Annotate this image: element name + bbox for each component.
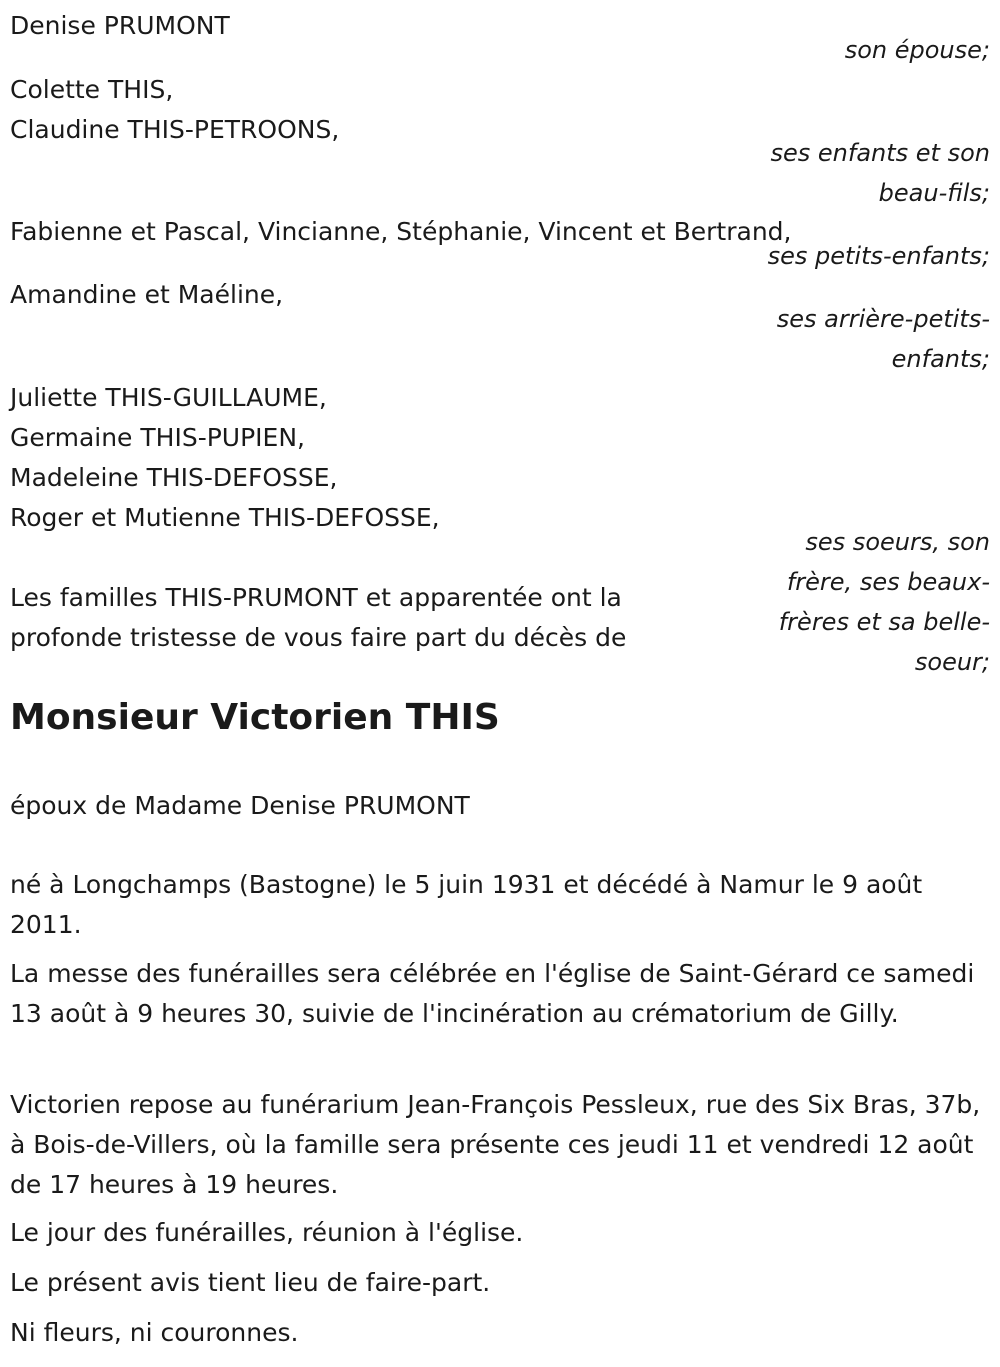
great-grandchildren-relation-line: ses arrière-petits- <box>776 305 990 333</box>
child-name: Colette THIS, <box>10 75 174 104</box>
sibling-name: Madeleine THIS-DEFOSSE, <box>10 463 338 492</box>
flowers-paragraph: Ni fleurs, ni couronnes. <box>10 1318 299 1347</box>
meeting-paragraph: Le jour des funérailles, réunion à l'église. <box>10 1218 524 1247</box>
spouse-relation: son épouse; <box>844 36 990 64</box>
siblings-relation-line: soeur; <box>914 648 990 676</box>
deceased-name: Monsieur Victorien THIS <box>10 697 500 738</box>
great-grandchildren-relation-line: enfants; <box>891 345 990 373</box>
child-name: Claudine THIS-PETROONS, <box>10 115 340 144</box>
grandchildren-relation: ses petits-enfants; <box>767 242 990 270</box>
children-relation-line: beau-fils; <box>878 179 990 207</box>
announcement-line: profonde tristesse de vous faire part du décès de <box>10 623 627 652</box>
siblings-relation-line: frères et sa belle- <box>778 608 990 636</box>
funeral-mass-paragraph: La messe des funérailles sera célébrée en l'église de Saint-Gérard ce samedi 13 août à 9 heures 30, suivie de l'incinération au crématorium de Gilly. <box>10 959 975 1028</box>
sibling-name: Juliette THIS-GUILLAUME, <box>10 383 327 412</box>
notice-paragraph: Le présent avis tient lieu de faire-part. <box>10 1268 491 1297</box>
siblings-relation-line: frère, ses beaux- <box>786 568 990 596</box>
sibling-name: Germaine THIS-PUPIEN, <box>10 423 305 452</box>
spouse-of: époux de Madame Denise PRUMONT <box>10 791 470 820</box>
siblings-relation-line: ses soeurs, son <box>805 528 990 556</box>
grandchildren-names: Fabienne et Pascal, Vincianne, Stéphanie, Vincent et Bertrand, <box>10 217 792 246</box>
great-grandchildren-names: Amandine et Maéline, <box>10 280 284 309</box>
children-relation-line: ses enfants et son <box>770 139 990 167</box>
spouse-name: Denise PRUMONT <box>10 11 230 40</box>
sibling-name: Roger et Mutienne THIS-DEFOSSE, <box>10 503 440 532</box>
birth-death-paragraph: né à Longchamps (Bastogne) le 5 juin 1931 et décédé à Namur le 9 août 2011. <box>10 870 923 939</box>
announcement-line: Les familles THIS-PRUMONT et apparentée ont la <box>10 583 622 612</box>
visitation-paragraph: Victorien repose au funérarium Jean-François Pessleux, rue des Six Bras, 37b, à Bois-de-Villers, où la famille sera présente ces jeudi 11 et vendredi 12 août de 17 heures à 19 heures. <box>10 1090 981 1199</box>
